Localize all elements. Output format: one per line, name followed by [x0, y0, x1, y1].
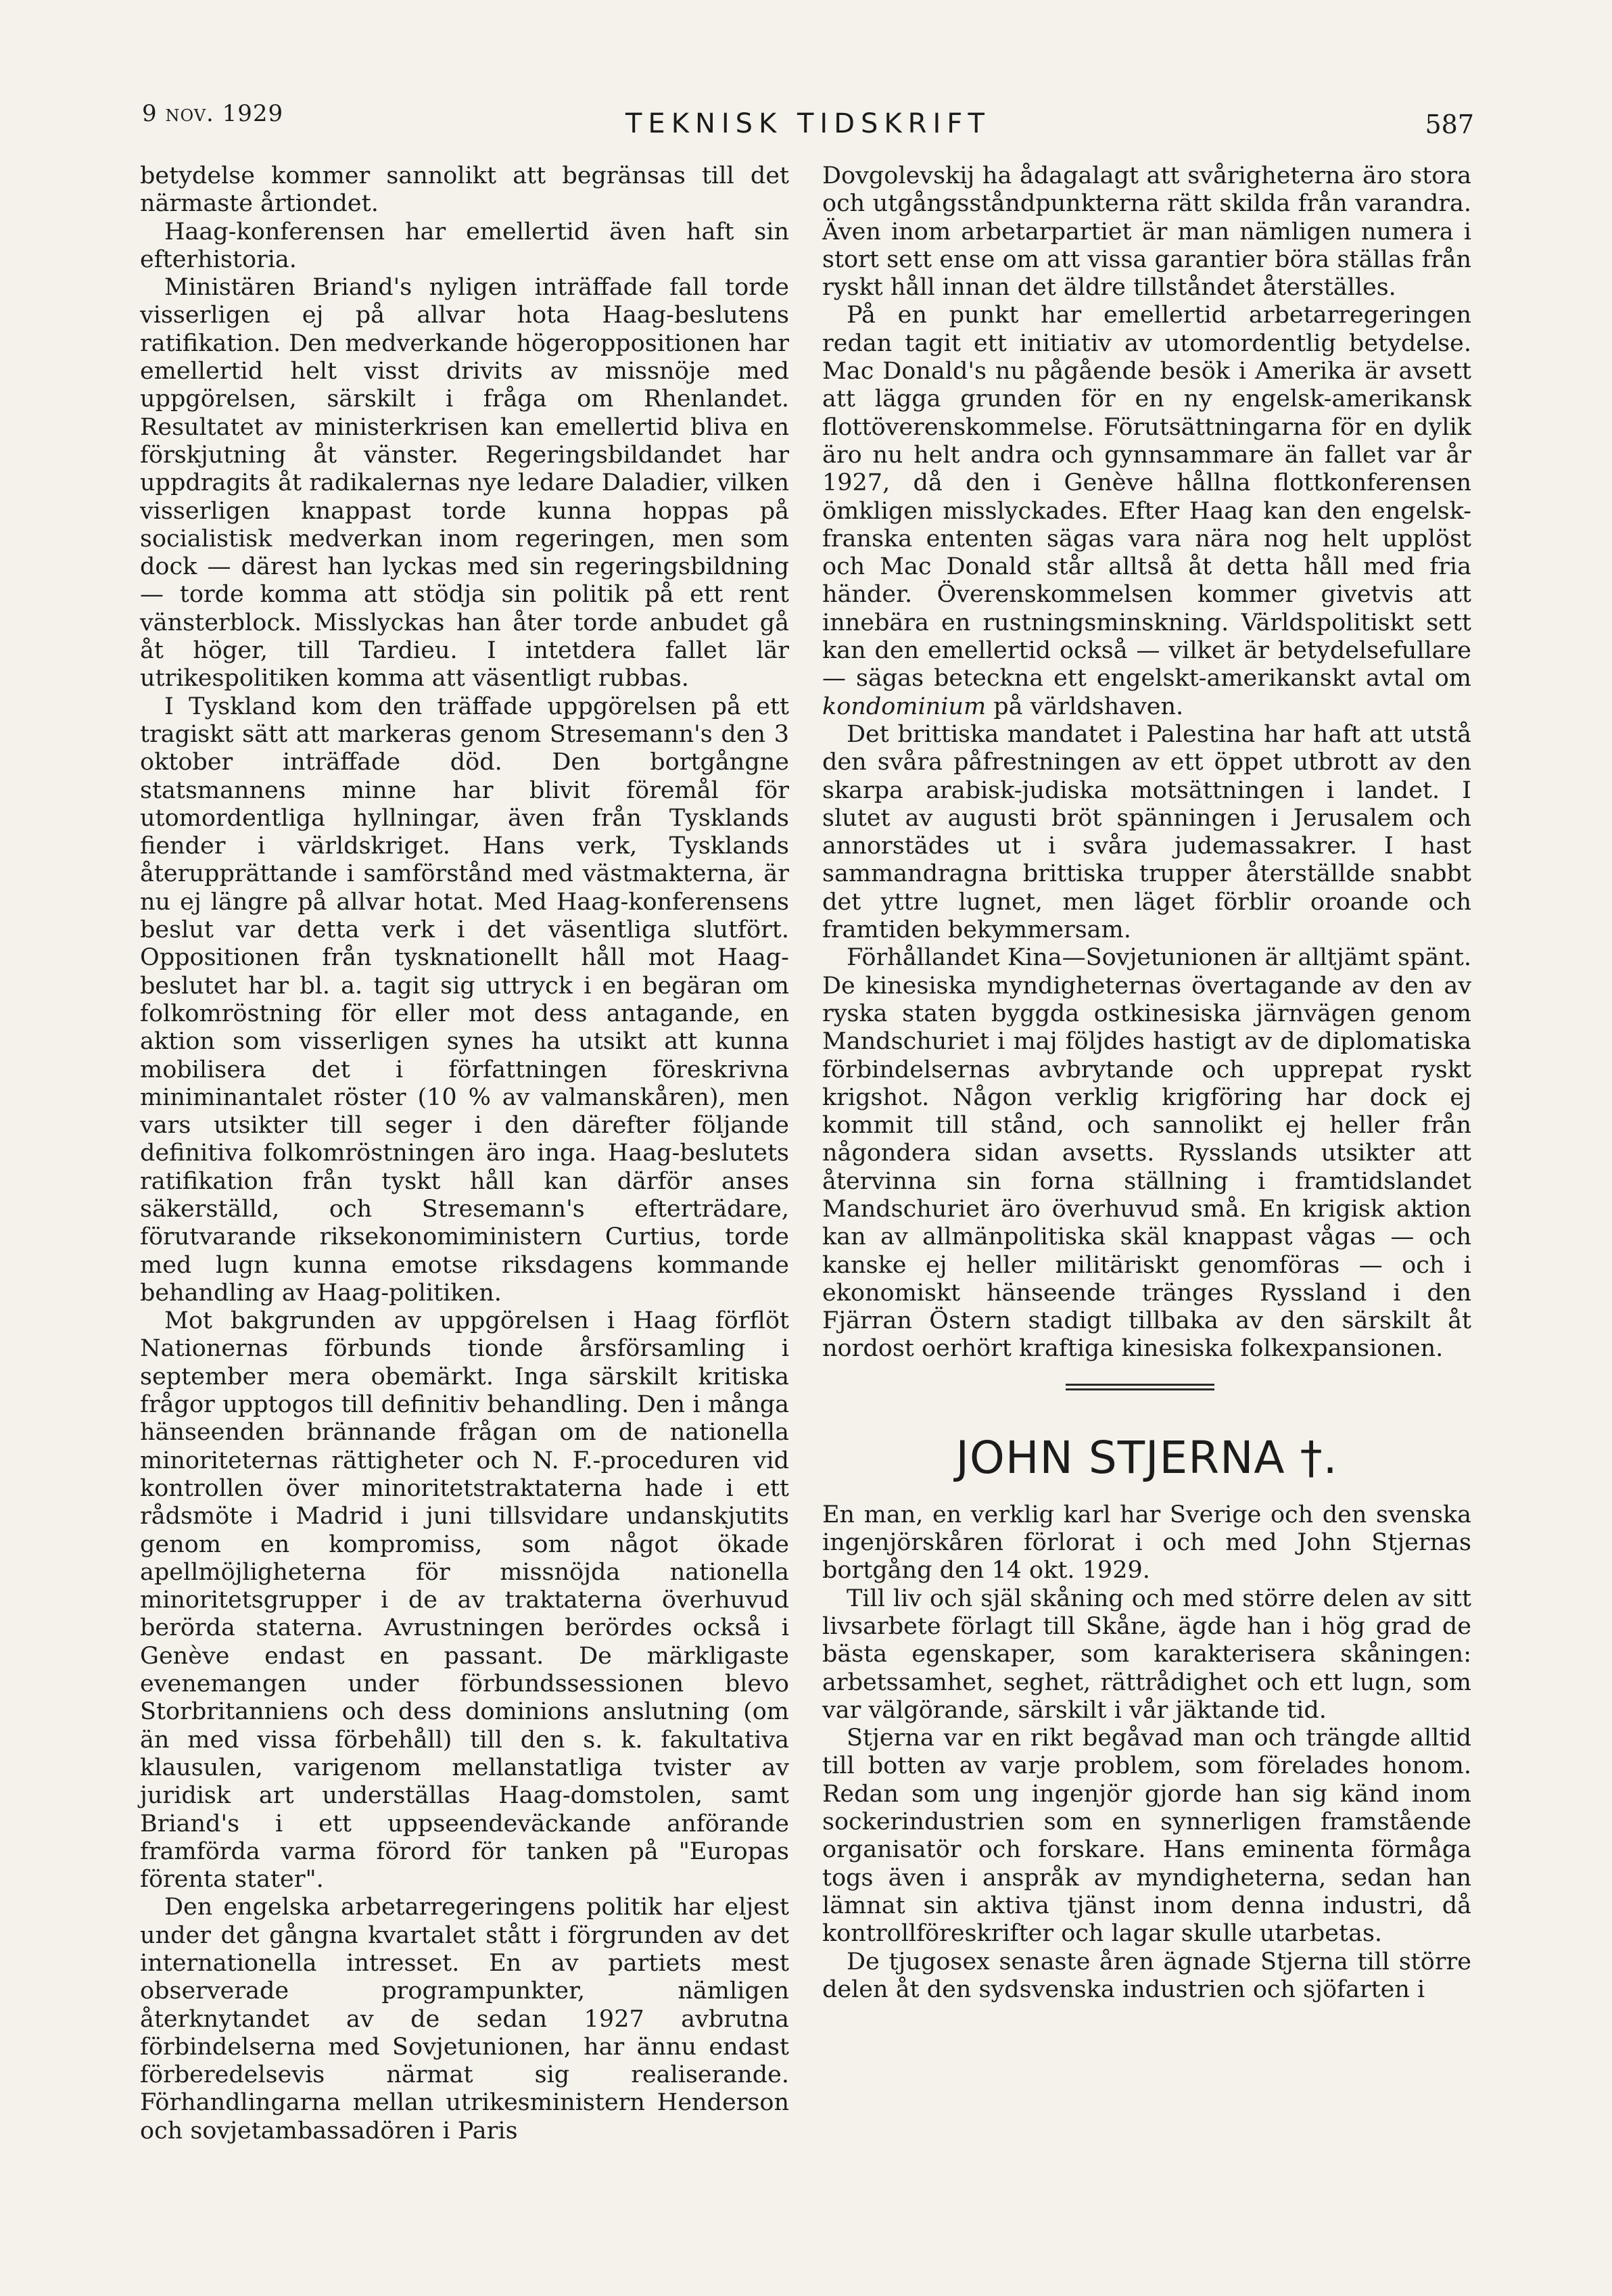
section-divider: [822, 1384, 1471, 1392]
paragraph: betydelse kommer sannolikt att begränsas till det närmaste årtiondet.: [140, 162, 789, 218]
divider-line: [1066, 1384, 1214, 1386]
obituary-paragraph: Stjerna var en rikt begåvad man och trängde alltid till botten av varje problem, som förelades honom. Redan som ung ingenjör gjorde han sig känd inom sockerindustrien som en synnerligen framstående organisatör och forskare. Hans eminenta förmåga togs även i anspråk av myndigheterna, sedan han lämnat sin aktiva tjänst inom denna industri, då kontrollföreskrifter och lagar skulle utarbetas.: [822, 1725, 1471, 1948]
page-number: 587: [1425, 110, 1474, 139]
paragraph: Ministären Briand's nyligen inträffade fall torde visserligen ej på allvar hota Haag-beslutens ratifikation. Den medverkande högeroppositionen har emellertid helt visst drivits av missnöje med uppgörelsen, särskilt i fråga om Rhenlandet. Resultatet av ministerkrisen kan emellertid bliva en förskjutning åt vänster. Regeringsbildandet har uppdragits åt radikalernas nye ledare Daladier, vilken visserligen knappast torde kunna hoppas på socialistisk medverkan inom regeringen, men som dock — därest han lyckas med sin regeringsbildning — torde komma att stödja sin politik på ett rent vänsterblock. Misslyckas han åter torde anbudet gå åt höger, till Tardieu. I intetdera fallet lär utrikespolitiken komma att väsentligt rubbas.: [140, 274, 789, 693]
journal-title: TEKNISK TIDSKRIFT: [625, 108, 991, 139]
paragraph: Förhållandet Kina—Sovjetunionen är alltjämt spänt. De kinesiska myndigheternas övertagande av den av ryska staten byggda ostkinesiska järnvägen genom Mandschuriet i maj följdes hastigt av de diplomatiska förbindelsernas avbrytande och upprepat ryskt krigshot. Någon verklig krigföring har dock ej kommit till stånd, och sannolikt ej heller från någondera sidan avsetts. Rysslands utsikter att återvinna sin forna ställning i framtidslandet Mandschuriet äro överhuvud små. En krigisk aktion kan av allmänpolitiska skäl knappast vågas — och kanske ej heller militäriskt genomföras — och i ekonomiskt hänseende tränges Ryssland i den Fjärran Östern stadigt tillbaka av den särskilt åt nordost oerhört kraftiga kinesiska folkexpansionen.: [822, 944, 1471, 1363]
paragraph: Den engelska arbetarregeringens politik har eljest under det gångna kvartalet stått i förgrunden av det internationella intresset. En av partiets mest observerade programpunkter, nämligen återknytandet av de sedan 1927 avbrutna förbindelserna med Sovjetunionen, har ännu endast förberedelsevis närmat sig realiserande. Förhandlingarna mellan utrikesministern Henderson och sovjetambassadören i Paris: [140, 1894, 789, 2145]
paragraph: Det brittiska mandatet i Palestina har haft att utstå den svåra påfrestningen av ett öppet utbrott av den skarpa arabisk-judiska motsättningen i landet. I slutet av augusti bröt spänningen i Jerusalem och annorstädes ut i svåra judemassakrer. I hast sammandragna brittiska trupper återställde snabbt det yttre lugnet, men läget förblir oroande och framtiden bekymmersam.: [822, 720, 1471, 944]
italic-term: kondominium: [822, 693, 987, 720]
paragraph: Dovgolevskij ha ådagalagt att svårigheterna äro stora och utgångsståndpunkterna rätt skilda från varandra. Även inom arbetarpartiet är man nämligen numera i stort sett ense om att vissa garantier böra ställas från ryskt håll innan det äldre tillståndet återställes.: [822, 162, 1471, 302]
paragraph: I Tyskland kom den träffade uppgörelsen på ett tragiskt sätt att markeras genom Stresemann's den 3 oktober inträffade död. Den bortgångne statsmannens minne har blivit föremål för utomordentliga hyllningar, även från Tysklands fiender i världskriget. Hans verk, Tysklands återupprättande i samförstånd med västmakterna, är nu ej längre på allvar hotat. Med Haag-konferensens beslut var detta verk i det väsentliga slutfört. Oppositionen från tysknationellt håll mot Haag-beslutet har bl. a. tagit sig uttryck i en begäran om folkomröstning för eller mot dess antagande, en aktion som visserligen synes ha utsikt att kunna mobilisera det i författningen föreskrivna miniminantalet röster (10 % av valmanskåren), men vars utsikter till seger i den därefter följande definitiva folkomröstningen äro inga. Haag-beslutets ratifikation från tyskt håll kan därför anses säkerställd, och Stresemann's efterträdare, förutvarande riksekonomiministern Curtius, torde med lugn kunna emotse riksdagens kommande behandling av Haag-politiken.: [140, 693, 789, 1307]
obituary-paragraph: Till liv och själ skåning och med större delen av sitt livsarbete förlagt till Skåne, ägde han i hög grad de bästa egenskaper, som karakterisera skåningen: arbetssamhet, seghet, rättrådighet och ett lugn, som var välgörande, särskilt i vår jäktande tid.: [822, 1585, 1471, 1724]
obituary-paragraph: De tjugosex senaste åren ägnade Stjerna till större delen åt den sydsvenska industrien och sjöfarten i: [822, 1948, 1471, 2003]
paragraph-text: På en punkt har emellertid arbetarregeringen redan tagit ett initiativ av utomordentlig betydelse. Mac Donald's nu pågående besök i Amerika är avsett att lägga grunden för en ny engelsk-amerikansk flottöverenskommelse. Förutsättningarna för en dylik äro nu helt andra och gynnsammare än fallet var år 1927, då den i Genève hållna flottkonferensen ömkligen misslyckades. Efter Haag kan den engelsk-franska ententen sägas vara nära nog helt upplöst och Mac Donald står alltså åt detta håll med fria händer. Överenskommelsen kommer givetvis att innebära en rustningsminskning. Världspolitiskt sett kan den emellertid också — vilket är betydelsefullare — sägas beteckna ett engelskt-amerikanskt avtal om: [822, 302, 1471, 693]
paragraph: Mot bakgrunden av uppgörelsen i Haag förflöt Nationernas förbunds tionde årsförsamling i september mera obemärkt. Inga särskilt kritiska frågor upptogos till definitiv behandling. Den i många hänseenden brännande frågan om de nationella minoriteternas rättigheter och N. F.-proceduren vid kontrollen över minoritetstraktaterna hade i ett rådsmöte i Madrid i juni tillsvidare undanskjutits genom en kompromiss, som något ökade apellmöjligheterna för missnöjda nationella minoritetsgrupper i de av traktaterna överhuvud berörda staterna. Avrustningen berördes också i Genève endast en passant. De märkligaste evenemangen under förbundssessionen blevo Storbritanniens och dess dominions anslutning (om än med vissa förbehåll) till den s. k. fakultativa klausulen, varigenom mellanstatliga tvister av juridisk art underställas Haag-domstolen, samt Briand's i ett uppseendeväckande anförande framförda varma förord för tanken på "Europas förenta stater".: [140, 1307, 789, 1894]
right-column: [822, 162, 1471, 2004]
paragraph: [822, 302, 1471, 720]
paragraph: Haag-konferensen har emellertid även haft sin efterhistoria.: [140, 218, 789, 273]
running-header: [142, 95, 1474, 142]
obituary-paragraph: En man, en verklig karl har Sverige och den svenska ingenjörskåren förlorat i och med John Stjernas bortgång den 14 okt. 1929.: [822, 1501, 1471, 1585]
divider-line: [1066, 1388, 1214, 1390]
obituary-title: JOHN STJERNA †.: [955, 1431, 1338, 1484]
left-column: [140, 162, 789, 2145]
issue-date: 9 nov. 1929: [142, 100, 284, 127]
paragraph-text: på världshaven.: [986, 693, 1184, 720]
